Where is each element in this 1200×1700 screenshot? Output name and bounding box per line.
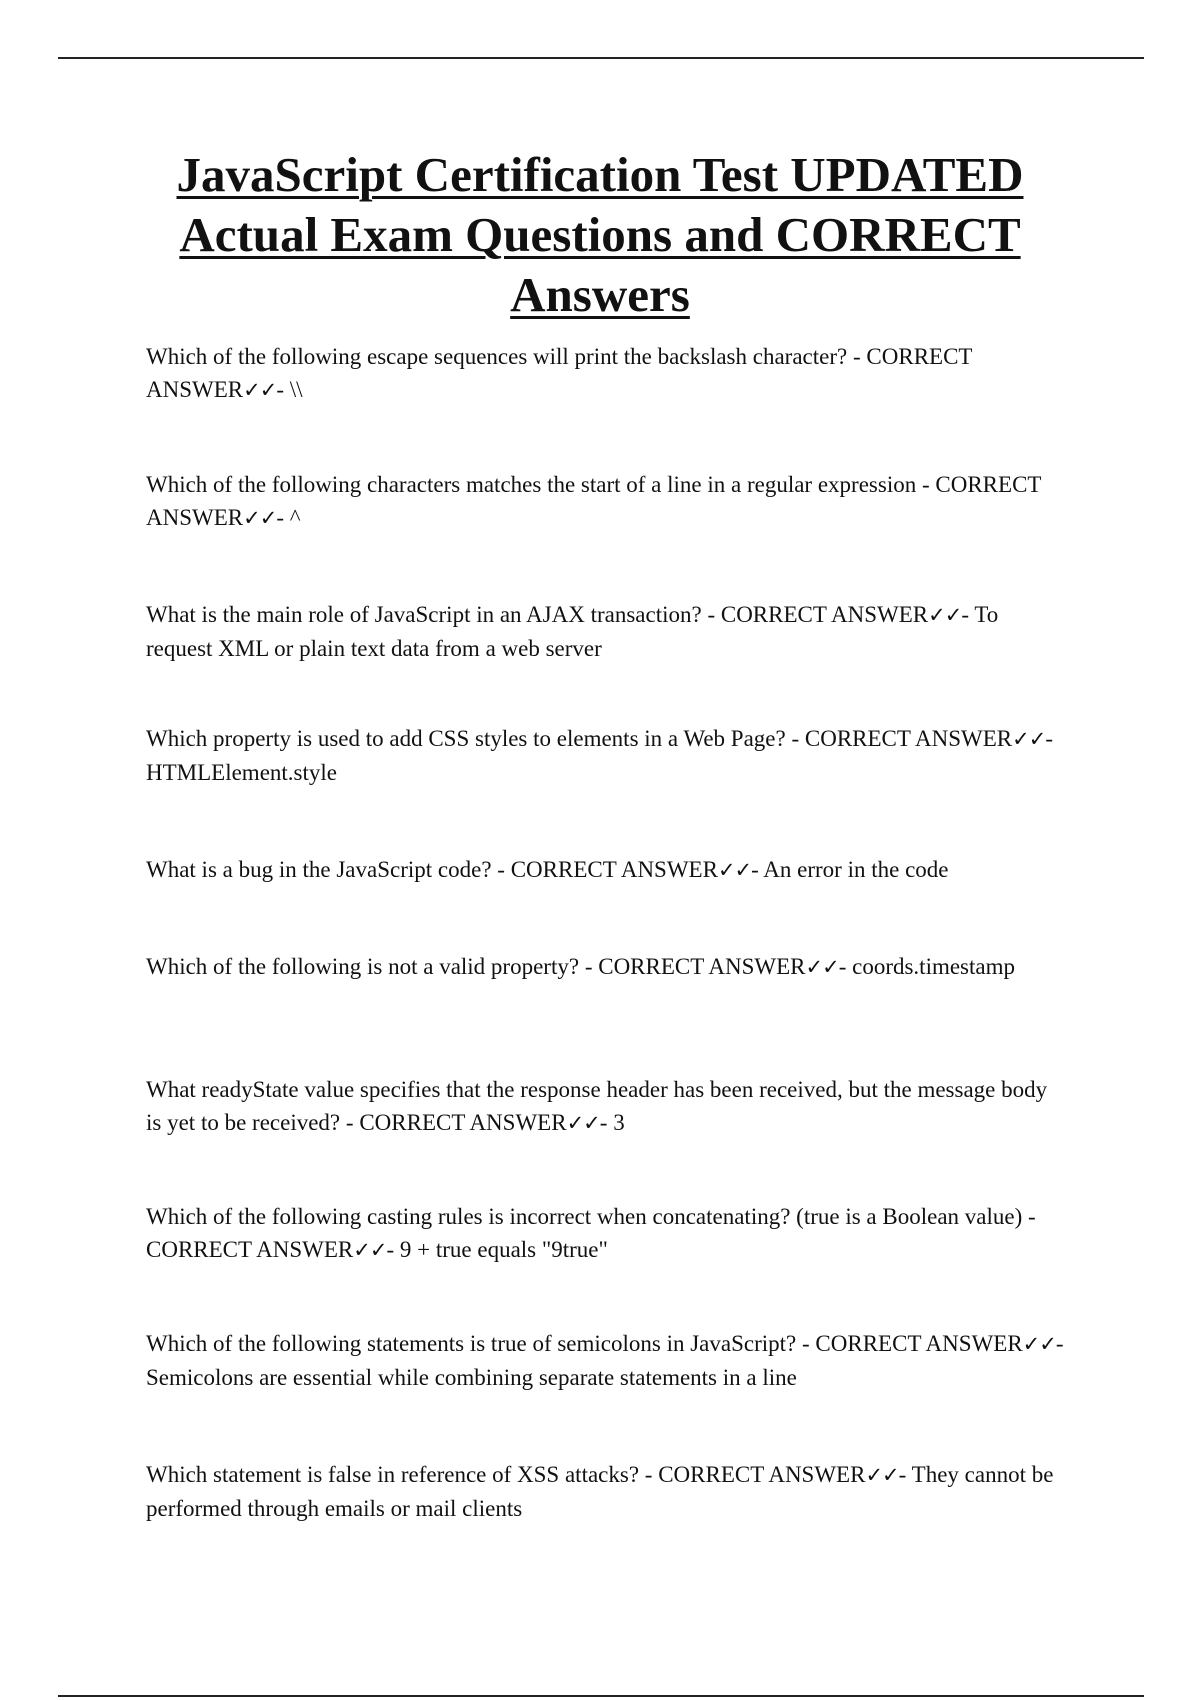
double-check-icon: ✓✓ xyxy=(566,1111,600,1135)
qa-item-4: Which property is used to add CSS styles to elements in a Web Page? - CORRECT ANSWER✓✓- HTMLElement.style xyxy=(146,726,1053,785)
answer-text: ^ xyxy=(289,505,301,530)
question-text: What is a bug in the JavaScript code? xyxy=(146,857,492,882)
qa-item-2: Which of the following characters matches the start of a line in a regular expression - CORRECT ANSWER✓✓- ^ xyxy=(146,472,1042,530)
question-text: Which of the following statements is true of semicolons in JavaScript? xyxy=(146,1331,797,1356)
question-text: Which of the following escape sequences will print the backslash character? xyxy=(146,344,848,369)
answer-text: They cannot be performed through emails or mail clients xyxy=(146,1462,1054,1521)
qa-item-6: Which of the following is not a valid property? - CORRECT ANSWER✓✓- coords.timestamp xyxy=(146,954,1015,979)
question-text: Which of the following is not a valid property? xyxy=(146,954,580,979)
answer-text: coords.timestamp xyxy=(852,954,1015,979)
double-check-icon: ✓✓ xyxy=(243,378,277,402)
correct-answer-label: CORRECT ANSWER xyxy=(146,472,1042,530)
correct-answer-label: CORRECT ANSWER xyxy=(510,857,718,882)
question-text: Which of the following characters matches the start of a line in a regular expression xyxy=(146,472,917,497)
answer-text: \\ xyxy=(289,377,303,402)
double-check-icon: ✓✓ xyxy=(928,603,962,627)
double-check-icon: ✓✓ xyxy=(1022,1332,1056,1356)
double-check-icon: ✓✓ xyxy=(243,506,277,530)
question-text: Which of the following casting rules is incorrect when concatenating? (true is a Boolean value) xyxy=(146,1204,1023,1229)
answer-text: 3 xyxy=(613,1110,625,1135)
correct-answer-label: CORRECT ANSWER xyxy=(598,954,806,979)
answer-text: 9 + true equals "9true" xyxy=(399,1237,608,1262)
double-check-icon: ✓✓ xyxy=(865,1463,899,1487)
correct-answer-label: CORRECT ANSWER xyxy=(359,1110,567,1135)
question-text: What readyState value specifies that the response header has been received, but the message body is yet to be received? xyxy=(146,1077,1048,1135)
correct-answer-label: CORRECT ANSWER xyxy=(804,726,1013,751)
question-text: Which property is used to add CSS styles to elements in a Web Page? xyxy=(146,726,786,751)
correct-answer-label: CORRECT ANSWER xyxy=(146,1237,354,1262)
double-check-icon: ✓✓ xyxy=(805,955,839,979)
qa-item-9: Which of the following statements is true of semicolons in JavaScript? - CORRECT ANSWER✓✓- Semicolons are essential while combining separate statements in a line xyxy=(146,1331,1064,1390)
bottom-rule xyxy=(58,1695,1144,1697)
answer-text: To request XML or plain text data from a web server xyxy=(146,602,999,661)
qa-item-5: What is a bug in the JavaScript code? - CORRECT ANSWER✓✓- An error in the code xyxy=(146,857,949,882)
document-title: JavaScript Certification Test UPDATED Actual Exam Questions and CORRECT Answers xyxy=(176,147,1024,322)
double-check-icon: ✓✓ xyxy=(717,858,752,882)
double-check-icon: ✓✓ xyxy=(1012,727,1046,751)
correct-answer-label: CORRECT ANSWER xyxy=(658,1462,866,1487)
question-text: What is the main role of JavaScript in an AJAX transaction? xyxy=(146,602,702,627)
double-check-icon: ✓✓ xyxy=(353,1238,387,1262)
correct-answer-label: CORRECT ANSWER xyxy=(815,1331,1023,1356)
answer-text: Semicolons are essential while combining separate statements in a line xyxy=(146,1365,797,1390)
qa-item-10: Which statement is false in reference of XSS attacks? - CORRECT ANSWER✓✓- They cannot be performed through emails or mail clients xyxy=(146,1462,1054,1521)
qa-item-3: What is the main role of JavaScript in an AJAX transaction? - CORRECT ANSWER✓✓- To request XML or plain text data from a web server xyxy=(146,602,999,661)
correct-answer-label: CORRECT ANSWER xyxy=(146,344,973,402)
question-text: Which statement is false in reference of XSS attacks? xyxy=(146,1462,640,1487)
top-rule xyxy=(58,57,1144,59)
correct-answer-label: CORRECT ANSWER xyxy=(720,602,929,627)
answer-text: HTMLElement.style xyxy=(146,760,337,785)
answer-text: An error in the code xyxy=(763,857,949,882)
qa-item-8: Which of the following casting rules is incorrect when concatenating? (true is a Boolean value) - CORRECT ANSWER✓✓- 9 + true equals "9true" xyxy=(146,1204,1036,1262)
qa-item-7: What readyState value specifies that the response header has been received, but the message body is yet to be received? - CORRECT ANSWER✓✓- 3 xyxy=(146,1077,1048,1135)
qa-item-1: Which of the following escape sequences will print the backslash character? - CORRECT ANSWER✓✓- \\ xyxy=(146,344,973,402)
